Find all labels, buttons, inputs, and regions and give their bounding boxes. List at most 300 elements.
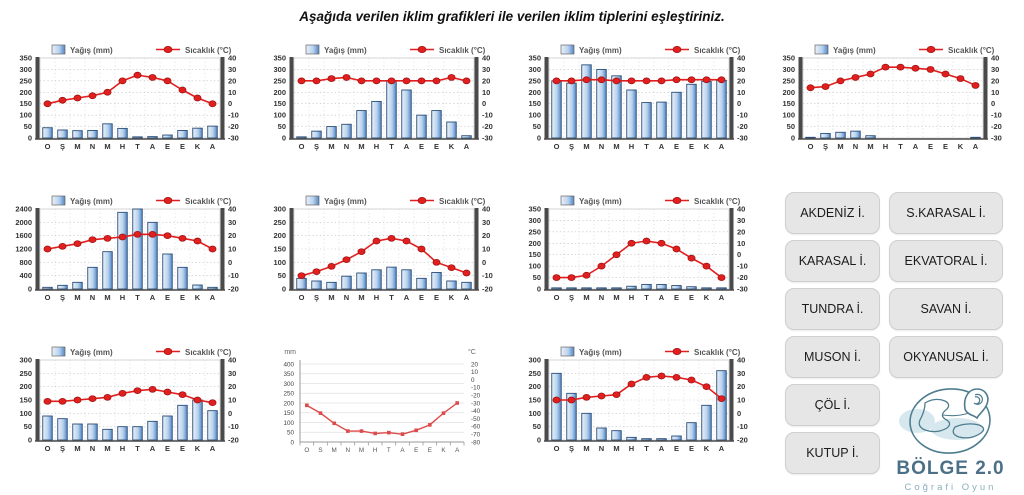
svg-text:20: 20 bbox=[228, 382, 237, 392]
svg-text:0: 0 bbox=[737, 99, 742, 109]
svg-text:250: 250 bbox=[283, 390, 294, 398]
svg-text:-50: -50 bbox=[471, 415, 481, 423]
svg-text:300: 300 bbox=[528, 64, 541, 74]
svg-text:E: E bbox=[688, 142, 695, 151]
svg-text:0: 0 bbox=[482, 257, 487, 267]
svg-text:300: 300 bbox=[528, 355, 541, 365]
svg-text:Sıcaklık (°C): Sıcaklık (°C) bbox=[694, 348, 741, 357]
svg-text:250: 250 bbox=[273, 217, 286, 227]
svg-text:300: 300 bbox=[19, 64, 32, 74]
svg-text:50: 50 bbox=[286, 429, 294, 437]
svg-text:100: 100 bbox=[528, 408, 541, 418]
svg-text:50: 50 bbox=[277, 122, 286, 132]
svg-text:-20: -20 bbox=[737, 122, 748, 132]
svg-text:-70: -70 bbox=[471, 431, 481, 439]
svg-text:E: E bbox=[179, 444, 186, 453]
svg-text:150: 150 bbox=[19, 395, 32, 405]
svg-text:O: O bbox=[44, 293, 51, 302]
svg-text:100: 100 bbox=[528, 110, 541, 120]
svg-text:30: 30 bbox=[737, 215, 746, 225]
svg-text:Yağış (mm): Yağış (mm) bbox=[70, 46, 113, 55]
chart-9-canvas bbox=[264, 344, 511, 460]
svg-text:E: E bbox=[673, 444, 680, 453]
svg-text:30: 30 bbox=[737, 64, 746, 74]
chart-7-canvas bbox=[519, 193, 766, 309]
svg-text:40: 40 bbox=[482, 204, 491, 214]
svg-text:N: N bbox=[89, 293, 96, 302]
svg-text:200: 200 bbox=[528, 87, 541, 97]
svg-text:T: T bbox=[135, 142, 140, 151]
svg-text:A: A bbox=[718, 142, 725, 151]
svg-text:-10: -10 bbox=[482, 110, 493, 120]
svg-text:0: 0 bbox=[991, 99, 996, 109]
svg-text:H: H bbox=[628, 142, 635, 151]
svg-text:Ş: Ş bbox=[568, 293, 575, 302]
svg-text:Yağış (mm): Yağış (mm) bbox=[324, 197, 367, 206]
svg-text:10: 10 bbox=[228, 244, 237, 254]
svg-text:150: 150 bbox=[19, 99, 32, 109]
svg-text:Sıcaklık (°C): Sıcaklık (°C) bbox=[694, 197, 741, 206]
svg-text:20: 20 bbox=[228, 231, 237, 241]
svg-text:1200: 1200 bbox=[15, 244, 32, 254]
svg-text:10: 10 bbox=[737, 87, 746, 97]
svg-text:-30: -30 bbox=[737, 284, 748, 294]
svg-text:Yağış (mm): Yağış (mm) bbox=[579, 348, 622, 357]
svg-text:40: 40 bbox=[482, 53, 491, 63]
svg-text:A: A bbox=[455, 447, 460, 454]
svg-text:E: E bbox=[927, 142, 934, 151]
svg-text:A: A bbox=[149, 293, 156, 302]
svg-text:T: T bbox=[386, 447, 391, 454]
svg-text:10: 10 bbox=[228, 395, 237, 405]
svg-text:-20: -20 bbox=[991, 122, 1002, 132]
climate-type-button-ekvatoral[interactable]: EKVATORAL İ. bbox=[889, 240, 1003, 282]
svg-text:150: 150 bbox=[782, 99, 795, 109]
climate-type-button-akdeniz[interactable]: AKDENİZ İ. bbox=[785, 192, 880, 234]
svg-text:K: K bbox=[441, 447, 446, 454]
svg-text:H: H bbox=[373, 293, 380, 302]
svg-text:30: 30 bbox=[228, 217, 237, 227]
svg-text:E: E bbox=[164, 293, 171, 302]
chart-10-canvas bbox=[519, 344, 766, 460]
svg-text:40: 40 bbox=[228, 355, 237, 365]
svg-text:50: 50 bbox=[532, 273, 541, 283]
svg-text:T: T bbox=[898, 142, 903, 151]
svg-text:T: T bbox=[135, 293, 140, 302]
svg-text:50: 50 bbox=[277, 271, 286, 281]
svg-text:40: 40 bbox=[737, 53, 746, 63]
svg-text:10: 10 bbox=[482, 244, 491, 254]
svg-text:350: 350 bbox=[528, 204, 541, 214]
chart-3-canvas bbox=[519, 42, 766, 158]
svg-text:-10: -10 bbox=[991, 110, 1002, 120]
svg-text:M: M bbox=[837, 142, 844, 151]
svg-text:30: 30 bbox=[991, 64, 1000, 74]
svg-text:-10: -10 bbox=[737, 110, 748, 120]
climate-type-button-s-karasal[interactable]: S.KARASAL İ. bbox=[889, 192, 1003, 234]
svg-text:Ş: Ş bbox=[568, 142, 575, 151]
svg-text:40: 40 bbox=[737, 355, 746, 365]
svg-text:-20: -20 bbox=[482, 122, 493, 132]
svg-text:0: 0 bbox=[27, 284, 32, 294]
svg-text:0: 0 bbox=[27, 133, 32, 143]
svg-text:T: T bbox=[389, 142, 394, 151]
climate-chart-3[interactable] bbox=[519, 42, 766, 158]
svg-text:M: M bbox=[328, 142, 335, 151]
svg-text:0: 0 bbox=[228, 408, 233, 418]
svg-text:A: A bbox=[658, 444, 665, 453]
svg-text:350: 350 bbox=[782, 53, 795, 63]
climate-chart-4[interactable] bbox=[773, 42, 1020, 158]
climate-chart-2[interactable] bbox=[264, 42, 511, 158]
svg-text:M: M bbox=[74, 142, 81, 151]
svg-text:100: 100 bbox=[19, 110, 32, 120]
svg-text:Ş: Ş bbox=[59, 142, 66, 151]
svg-text:40: 40 bbox=[228, 53, 237, 63]
svg-text:20: 20 bbox=[482, 76, 491, 86]
svg-text:E: E bbox=[433, 293, 440, 302]
climate-chart-7[interactable] bbox=[519, 193, 766, 309]
svg-text:-10: -10 bbox=[228, 422, 239, 432]
svg-text:200: 200 bbox=[273, 231, 286, 241]
svg-text:Sıcaklık (°C): Sıcaklık (°C) bbox=[694, 46, 741, 55]
svg-text:250: 250 bbox=[19, 368, 32, 378]
svg-text:300: 300 bbox=[273, 64, 286, 74]
svg-text:M: M bbox=[74, 444, 81, 453]
svg-text:-10: -10 bbox=[471, 384, 481, 392]
svg-text:T: T bbox=[135, 444, 140, 453]
svg-text:20: 20 bbox=[737, 227, 746, 237]
climate-chart-10[interactable] bbox=[519, 344, 766, 460]
climate-chart-8[interactable] bbox=[10, 344, 257, 460]
svg-text:A: A bbox=[718, 444, 725, 453]
svg-text:350: 350 bbox=[528, 53, 541, 63]
svg-text:O: O bbox=[553, 293, 560, 302]
svg-text:°C: °C bbox=[468, 349, 476, 356]
svg-text:10: 10 bbox=[471, 369, 479, 377]
svg-text:-30: -30 bbox=[471, 400, 481, 408]
svg-text:350: 350 bbox=[273, 53, 286, 63]
svg-text:E: E bbox=[942, 142, 949, 151]
svg-text:-10: -10 bbox=[737, 261, 748, 271]
svg-text:A: A bbox=[403, 142, 410, 151]
globe-logo-icon bbox=[877, 381, 1024, 455]
chart-2-canvas bbox=[264, 42, 511, 158]
svg-text:0: 0 bbox=[536, 435, 541, 445]
svg-text:100: 100 bbox=[273, 257, 286, 267]
svg-text:100: 100 bbox=[273, 110, 286, 120]
svg-text:Ş: Ş bbox=[568, 444, 575, 453]
climate-chart-5[interactable] bbox=[10, 193, 257, 309]
svg-text:0: 0 bbox=[536, 284, 541, 294]
svg-text:Yağış (mm): Yağış (mm) bbox=[579, 197, 622, 206]
svg-text:N: N bbox=[598, 142, 605, 151]
svg-text:Sıcaklık (°C): Sıcaklık (°C) bbox=[439, 197, 486, 206]
svg-text:30: 30 bbox=[482, 217, 491, 227]
svg-text:O: O bbox=[44, 142, 51, 151]
svg-text:H: H bbox=[882, 142, 889, 151]
svg-text:N: N bbox=[89, 142, 96, 151]
svg-text:30: 30 bbox=[737, 368, 746, 378]
svg-text:350: 350 bbox=[283, 371, 294, 379]
svg-text:A: A bbox=[149, 444, 156, 453]
svg-text:T: T bbox=[389, 293, 394, 302]
svg-text:M: M bbox=[328, 293, 335, 302]
svg-text:M: M bbox=[583, 444, 590, 453]
svg-text:-20: -20 bbox=[737, 435, 748, 445]
svg-text:200: 200 bbox=[19, 382, 32, 392]
svg-text:2400: 2400 bbox=[15, 204, 32, 214]
svg-text:20: 20 bbox=[228, 76, 237, 86]
svg-text:O: O bbox=[44, 444, 51, 453]
svg-text:A: A bbox=[400, 447, 405, 454]
svg-text:1600: 1600 bbox=[15, 231, 32, 241]
svg-text:Yağış (mm): Yağış (mm) bbox=[70, 348, 113, 357]
svg-text:100: 100 bbox=[283, 419, 294, 427]
svg-text:0: 0 bbox=[281, 133, 286, 143]
svg-text:O: O bbox=[807, 142, 814, 151]
svg-text:Sıcaklık (°C): Sıcaklık (°C) bbox=[185, 197, 232, 206]
svg-text:M: M bbox=[613, 293, 620, 302]
svg-text:-20: -20 bbox=[228, 435, 239, 445]
svg-text:50: 50 bbox=[23, 422, 32, 432]
svg-text:A: A bbox=[658, 142, 665, 151]
chart-6-canvas bbox=[264, 193, 511, 309]
svg-text:K: K bbox=[194, 293, 201, 302]
svg-text:M: M bbox=[867, 142, 874, 151]
svg-text:Ş: Ş bbox=[59, 444, 66, 453]
svg-text:300: 300 bbox=[528, 215, 541, 225]
svg-text:250: 250 bbox=[528, 368, 541, 378]
climate-type-button-col[interactable]: ÇÖL İ. bbox=[785, 384, 880, 426]
svg-text:Yağış (mm): Yağış (mm) bbox=[579, 46, 622, 55]
svg-text:0: 0 bbox=[281, 284, 286, 294]
svg-text:150: 150 bbox=[528, 99, 541, 109]
svg-text:A: A bbox=[718, 293, 725, 302]
svg-text:T: T bbox=[644, 293, 649, 302]
climate-chart-6[interactable] bbox=[264, 193, 511, 309]
svg-text:30: 30 bbox=[228, 368, 237, 378]
svg-text:100: 100 bbox=[19, 408, 32, 418]
svg-text:-30: -30 bbox=[228, 133, 239, 143]
svg-text:-20: -20 bbox=[228, 284, 239, 294]
svg-text:50: 50 bbox=[532, 422, 541, 432]
chart-5-canvas bbox=[10, 193, 257, 309]
svg-text:E: E bbox=[179, 293, 186, 302]
svg-text:40: 40 bbox=[737, 204, 746, 214]
svg-text:250: 250 bbox=[782, 76, 795, 86]
svg-text:Ş: Ş bbox=[313, 293, 320, 302]
svg-text:E: E bbox=[427, 447, 432, 454]
svg-text:30: 30 bbox=[228, 64, 237, 74]
svg-text:-30: -30 bbox=[737, 133, 748, 143]
svg-text:Sıcaklık (°C): Sıcaklık (°C) bbox=[439, 46, 486, 55]
svg-text:M: M bbox=[104, 142, 111, 151]
svg-text:E: E bbox=[433, 142, 440, 151]
svg-text:200: 200 bbox=[273, 87, 286, 97]
svg-text:A: A bbox=[209, 444, 216, 453]
svg-text:200: 200 bbox=[19, 87, 32, 97]
svg-text:40: 40 bbox=[991, 53, 1000, 63]
svg-text:M: M bbox=[104, 444, 111, 453]
svg-text:Yağış (mm): Yağış (mm) bbox=[324, 46, 367, 55]
svg-text:350: 350 bbox=[19, 53, 32, 63]
svg-text:400: 400 bbox=[19, 271, 32, 281]
svg-text:O: O bbox=[298, 142, 305, 151]
svg-text:250: 250 bbox=[19, 76, 32, 86]
svg-text:-10: -10 bbox=[228, 271, 239, 281]
svg-text:-20: -20 bbox=[482, 284, 493, 294]
svg-text:E: E bbox=[164, 142, 171, 151]
svg-text:mm: mm bbox=[284, 349, 296, 356]
svg-text:250: 250 bbox=[273, 76, 286, 86]
svg-text:N: N bbox=[598, 444, 605, 453]
svg-text:N: N bbox=[345, 447, 351, 454]
svg-text:-60: -60 bbox=[471, 423, 481, 431]
svg-text:-40: -40 bbox=[471, 408, 481, 416]
climate-type-button-tundra[interactable]: TUNDRA İ. bbox=[785, 288, 880, 330]
svg-text:O: O bbox=[298, 293, 305, 302]
svg-text:0: 0 bbox=[790, 133, 795, 143]
svg-text:10: 10 bbox=[228, 87, 237, 97]
svg-text:400: 400 bbox=[283, 361, 294, 369]
svg-text:A: A bbox=[972, 142, 979, 151]
svg-text:0: 0 bbox=[737, 250, 742, 260]
svg-text:K: K bbox=[957, 142, 964, 151]
svg-text:100: 100 bbox=[782, 110, 795, 120]
svg-text:K: K bbox=[194, 444, 201, 453]
svg-text:H: H bbox=[119, 142, 126, 151]
climate-chart-9[interactable] bbox=[264, 344, 511, 460]
svg-text:Sıcaklık (°C): Sıcaklık (°C) bbox=[948, 46, 995, 55]
svg-text:A: A bbox=[209, 293, 216, 302]
climate-type-button-muson[interactable]: MUSON İ. bbox=[785, 336, 880, 378]
svg-text:800: 800 bbox=[19, 257, 32, 267]
svg-text:300: 300 bbox=[782, 64, 795, 74]
svg-text:200: 200 bbox=[528, 238, 541, 248]
svg-text:0: 0 bbox=[27, 435, 32, 445]
svg-text:-10: -10 bbox=[737, 422, 748, 432]
svg-text:300: 300 bbox=[19, 355, 32, 365]
svg-text:20: 20 bbox=[482, 231, 491, 241]
svg-text:Sıcaklık (°C): Sıcaklık (°C) bbox=[185, 46, 232, 55]
svg-text:150: 150 bbox=[273, 244, 286, 254]
svg-text:250: 250 bbox=[528, 227, 541, 237]
svg-text:K: K bbox=[194, 142, 201, 151]
svg-text:100: 100 bbox=[528, 261, 541, 271]
svg-text:K: K bbox=[448, 142, 455, 151]
climate-type-button-kutup[interactable]: KUTUP İ. bbox=[785, 432, 880, 474]
svg-text:M: M bbox=[583, 142, 590, 151]
svg-text:N: N bbox=[852, 142, 859, 151]
svg-text:-20: -20 bbox=[471, 392, 481, 400]
svg-text:N: N bbox=[343, 293, 350, 302]
svg-text:A: A bbox=[912, 142, 919, 151]
svg-text:10: 10 bbox=[737, 238, 746, 248]
svg-text:Yağış (mm): Yağış (mm) bbox=[833, 46, 876, 55]
svg-text:Sıcaklık (°C): Sıcaklık (°C) bbox=[185, 348, 232, 357]
svg-text:M: M bbox=[358, 142, 365, 151]
svg-text:-10: -10 bbox=[482, 271, 493, 281]
svg-text:M: M bbox=[358, 447, 365, 454]
svg-text:10: 10 bbox=[482, 87, 491, 97]
svg-text:E: E bbox=[418, 142, 425, 151]
svg-text:250: 250 bbox=[528, 76, 541, 86]
svg-text:150: 150 bbox=[273, 99, 286, 109]
svg-text:10: 10 bbox=[737, 395, 746, 405]
bolge-logo bbox=[877, 381, 1024, 493]
svg-text:A: A bbox=[209, 142, 216, 151]
climate-type-button-karasal[interactable]: KARASAL İ. bbox=[785, 240, 880, 282]
svg-text:K: K bbox=[448, 293, 455, 302]
svg-text:E: E bbox=[688, 444, 695, 453]
svg-text:30: 30 bbox=[482, 64, 491, 74]
svg-text:T: T bbox=[644, 142, 649, 151]
svg-text:M: M bbox=[613, 142, 620, 151]
svg-text:40: 40 bbox=[228, 204, 237, 214]
svg-text:20: 20 bbox=[991, 76, 1000, 86]
svg-text:M: M bbox=[104, 293, 111, 302]
svg-text:S: S bbox=[318, 447, 323, 454]
chart-4-canvas bbox=[773, 42, 1020, 158]
svg-text:0: 0 bbox=[471, 376, 475, 384]
svg-text:50: 50 bbox=[786, 122, 795, 132]
svg-text:E: E bbox=[688, 293, 695, 302]
svg-text:-30: -30 bbox=[482, 133, 493, 143]
svg-text:0: 0 bbox=[737, 408, 742, 418]
svg-text:-20: -20 bbox=[228, 122, 239, 132]
svg-text:T: T bbox=[644, 444, 649, 453]
svg-text:O: O bbox=[304, 447, 310, 454]
svg-text:-10: -10 bbox=[228, 110, 239, 120]
svg-text:20: 20 bbox=[737, 382, 746, 392]
svg-text:N: N bbox=[598, 293, 605, 302]
climate-chart-1[interactable] bbox=[10, 42, 257, 158]
svg-text:300: 300 bbox=[283, 380, 294, 388]
svg-text:A: A bbox=[463, 293, 470, 302]
svg-text:H: H bbox=[372, 447, 378, 454]
svg-text:150: 150 bbox=[528, 395, 541, 405]
svg-text:E: E bbox=[418, 293, 425, 302]
svg-text:0: 0 bbox=[482, 99, 487, 109]
svg-text:-30: -30 bbox=[991, 133, 1002, 143]
svg-text:200: 200 bbox=[528, 382, 541, 392]
svg-text:-20: -20 bbox=[737, 273, 748, 283]
svg-text:20: 20 bbox=[737, 76, 746, 86]
svg-text:150: 150 bbox=[528, 250, 541, 260]
svg-text:O: O bbox=[553, 444, 560, 453]
svg-text:0: 0 bbox=[290, 439, 294, 447]
svg-text:H: H bbox=[373, 142, 380, 151]
svg-text:10: 10 bbox=[991, 87, 1000, 97]
svg-text:20: 20 bbox=[471, 361, 479, 369]
climate-type-button-savan[interactable]: SAVAN İ. bbox=[889, 288, 1003, 330]
logo-subtitle: Coğrafi Oyun bbox=[904, 482, 997, 493]
svg-text:N: N bbox=[343, 142, 350, 151]
svg-text:H: H bbox=[119, 293, 126, 302]
svg-text:Yağış (mm): Yağış (mm) bbox=[70, 197, 113, 206]
svg-text:0: 0 bbox=[228, 99, 233, 109]
svg-text:2000: 2000 bbox=[15, 217, 32, 227]
svg-text:E: E bbox=[414, 447, 419, 454]
chart-1-canvas bbox=[10, 42, 257, 158]
svg-text:A: A bbox=[149, 142, 156, 151]
svg-text:A: A bbox=[403, 293, 410, 302]
climate-type-button-okyanusal[interactable]: OKYANUSAL İ. bbox=[889, 336, 1003, 378]
svg-text:Ş: Ş bbox=[313, 142, 320, 151]
svg-text:H: H bbox=[628, 444, 635, 453]
svg-text:M: M bbox=[583, 293, 590, 302]
